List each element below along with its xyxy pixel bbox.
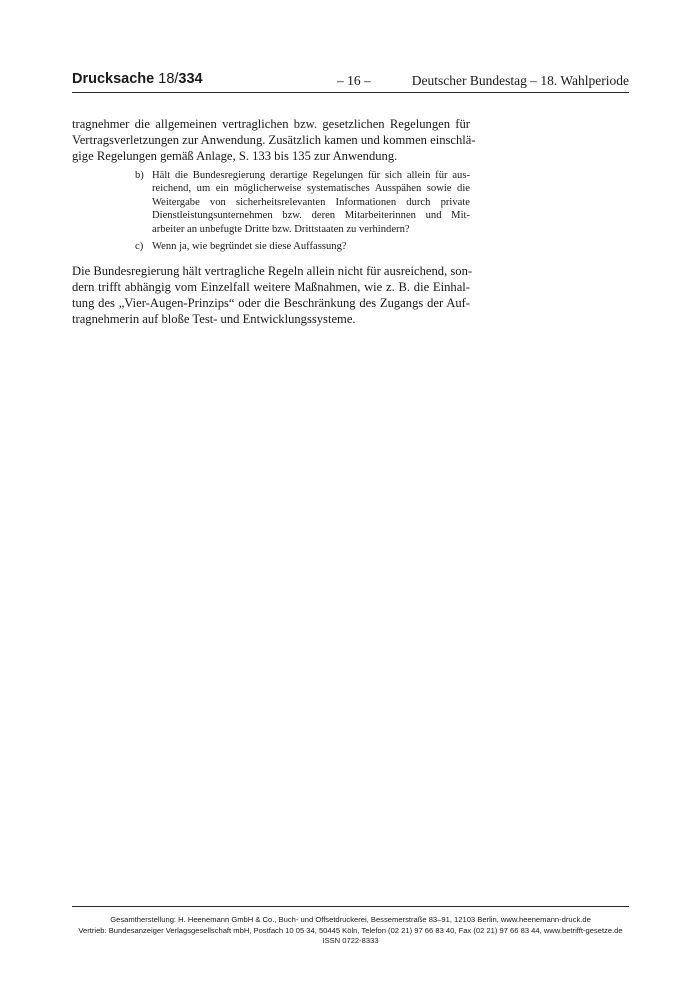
- text-line: Hält die Bundesregierung derartige Regelungen für sich allein für aus-: [152, 170, 470, 181]
- text-line: Die Bundesregierung hält vertragliche Regeln allein nicht für ausreichend, son-: [72, 264, 473, 278]
- page-header: [72, 70, 629, 93]
- document-number-prefix: 18/: [158, 71, 179, 87]
- footer-distribution-line: Vertrieb: Bundesanzeiger Verlagsgesellschaft mbH, Postfach 10 05 34, 50445 Köln, Telefon (02 21) 97 66 83 40, Fax (02 21) 97 66 83 44, www.betrifft-gesetze.de: [78, 925, 623, 935]
- text-line: arbeiter an unbefugte Dritte bzw. Drittstaaten zu verhindern?: [152, 223, 410, 235]
- page-footer: [72, 906, 629, 947]
- page-number: – 16 –: [337, 73, 371, 88]
- question-c-text: Wenn ja, wie begründet sie diese Auffassung?: [152, 241, 347, 252]
- publisher-label: Deutscher Bundestag – 18. Wahlperiode: [411, 73, 629, 88]
- document-number-main: 334: [178, 71, 203, 87]
- document-label: Drucksache: [72, 71, 155, 87]
- text-line: gige Regelungen gemäß Anlage, S. 133 bis 135 zur Anwendung.: [72, 149, 398, 163]
- text-line: tragnehmer die allgemeinen vertraglichen bzw. gesetzlichen Regelungen für: [72, 117, 470, 131]
- answer-paragraph-2: [72, 263, 473, 327]
- question-b-text: [152, 169, 470, 236]
- text-line: dern trifft abhängig vom Einzelfall weitere Maßnahmen, wie z. B. die Einhal-: [72, 280, 470, 294]
- text-line: reichend, um ein möglicherweise systematisches Ausspähen sowie die: [152, 183, 470, 195]
- text-line: Dienstleistungsunternehmen bzw. deren Mitarbeiterinnen und Mit-: [152, 210, 470, 222]
- text-line: tung des „Vier-Augen-Prinzips“ oder die Beschränkung des Zugangs der Auf-: [72, 296, 470, 310]
- text-line: tragnehmerin auf bloße Test- und Entwicklungssysteme.: [72, 312, 356, 326]
- question-b-label: b): [135, 170, 144, 181]
- question-c: [135, 240, 470, 253]
- question-c-label: c): [135, 241, 144, 252]
- footer-printer-line: Gesamtherstellung: H. Heenemann GmbH & Co., Buch- und Offsetdruckerei, Bessemerstraße 83–91, 12103 Berlin, www.heenemann-druck.de: [110, 915, 591, 924]
- document-number: [72, 71, 203, 87]
- answer-paragraph-1: [72, 116, 476, 164]
- text-line: Weitergabe von sicherheitsrelevanten Informationen durch private: [152, 196, 470, 208]
- question-b: [135, 169, 470, 236]
- text-line: Vertragsverletzungen zur Anwendung. Zusätzlich kamen und kommen einschlä-: [72, 133, 476, 147]
- footer-issn: ISSN 0722-8333: [322, 936, 379, 945]
